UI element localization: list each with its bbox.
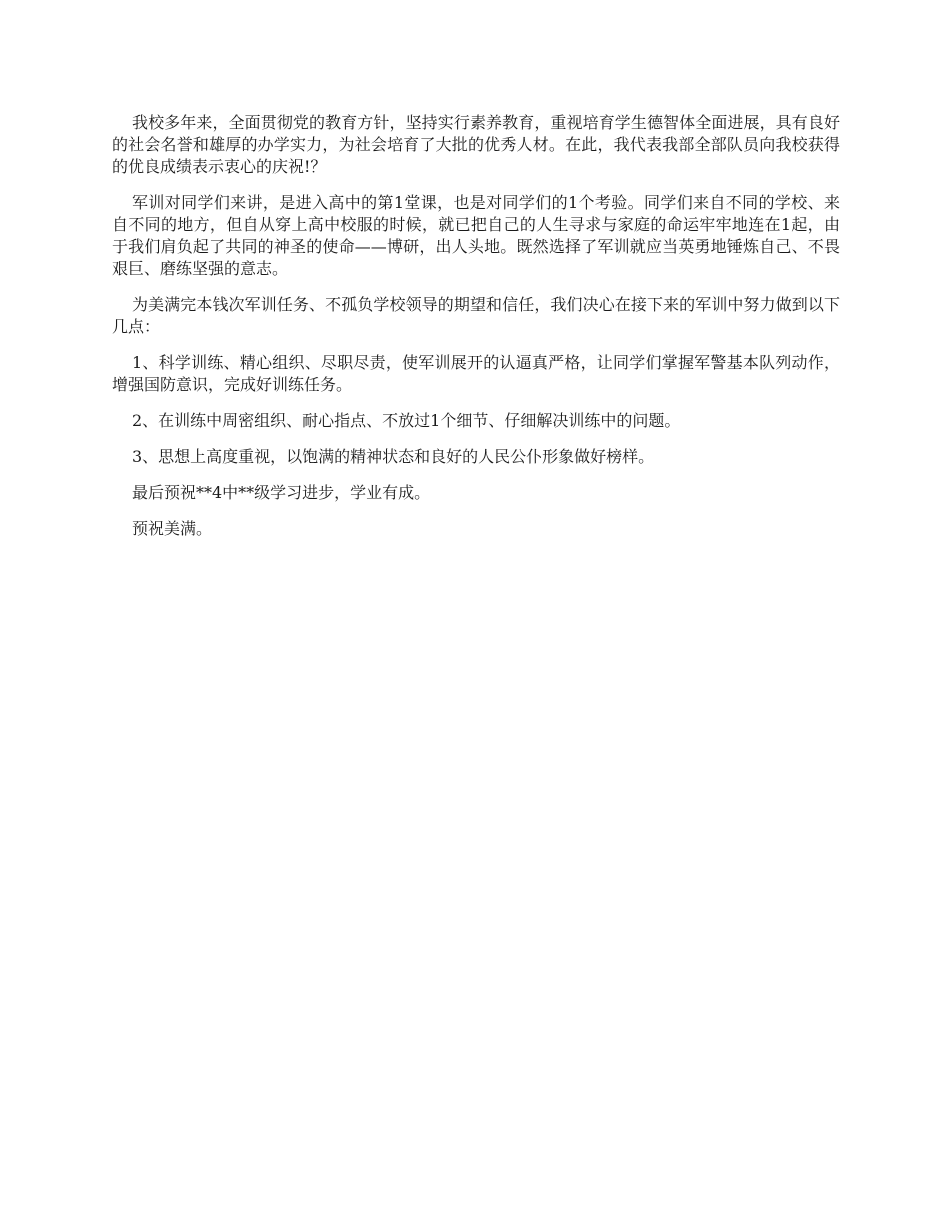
paragraph-intro: 我校多年来，全面贯彻党的教育方针，坚持实行素养教育，重视培育学生德智体全面进展，具有良好的社会名誉和雄厚的办学实力，为社会培育了大批的优秀人材。在此，我代表我部全部队员向我校获得的优良成绩表示衷心的庆祝!？ <box>112 113 840 176</box>
paragraph-resolution: 为美满完本钱次军训任务、不孤负学校领导的期望和信任，我们决心在接下来的军训中努力做到以下几点： <box>112 295 840 336</box>
list-item-point-2: 2、在训练中周密组织、耐心指点、不放过1个细节、仔细解决训练中的问题。 <box>132 411 681 430</box>
list-item-point-3: 3、思想上高度重视，以饱满的精神状态和良好的人民公仆形象做好榜样。 <box>132 447 655 466</box>
list-item-point-1: 1、科学训练、精心组织、尽职尽责，使军训展开的认逼真严格，让同学们掌握军警基本队列动作，增强国防意识，完成好训练任务。 <box>112 353 840 394</box>
paragraph-closing: 预祝美满。 <box>132 519 213 538</box>
paragraph-military-training: 军训对同学们来讲，是进入高中的第1堂课，也是对同学们的1个考验。同学们来自不同的学校、来自不同的地方，但自从穿上高中校服的时候，就已把自己的人生寻求与家庭的命运牢牢地连在1起，由于我们肩负起了共同的神圣的使命——博研，出人头地。既然选择了军训就应当英勇地锤炼自己、不畏艰巨、磨练坚强的意志。 <box>112 193 840 278</box>
paragraph-wishes: 最后预祝**4中**级学习进步，学业有成。 <box>132 483 431 502</box>
document-body <box>112 112 840 554</box>
